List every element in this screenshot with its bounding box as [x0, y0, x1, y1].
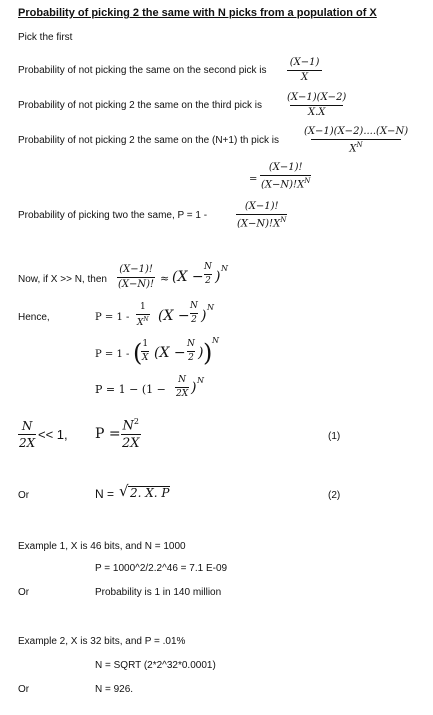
hence-lhs: P = 1 - [95, 312, 130, 323]
approx-sign: ≈ [160, 272, 170, 285]
page-title: Probability of picking 2 the same with N picks from a population of X [18, 7, 377, 19]
sqrt-body: 2. X. P [130, 486, 170, 500]
denominator-exponent: N [143, 316, 149, 323]
denominator-base: (X−N)!X [237, 218, 281, 230]
text-picking-two: Probability of picking two the same, P = 1 - [18, 210, 208, 221]
denominator-base: X [349, 143, 357, 155]
numerator: (X−1)! [268, 162, 303, 173]
numerator: N [178, 375, 186, 385]
fraction-n-over-2x [175, 376, 189, 399]
numerator: (X−1) [289, 57, 320, 68]
numerator-exponent: 2 [133, 417, 139, 426]
denominator: X.X [290, 105, 343, 118]
fraction-condition [18, 420, 36, 449]
denominator [236, 214, 287, 229]
denominator: (X−N)! [118, 279, 155, 290]
text-n1-pick: Probability of not picking 2 the same on the (N+1) th pick is [18, 135, 279, 146]
denominator-base: (X−N)!X [261, 179, 305, 191]
numerator: N [187, 339, 195, 349]
numerator: (X−1)(X−2) [287, 92, 347, 103]
fraction-picking-two [236, 202, 287, 229]
text-hence: Hence, [18, 312, 50, 323]
hence3-lhs: P = 1 − (1 − [95, 383, 166, 396]
denominator-base: X [137, 318, 144, 328]
numerator: N [190, 301, 198, 311]
text-or: Or [18, 490, 30, 501]
much-less-than-one: << 1, [38, 427, 68, 442]
denominator-exponent: N [356, 141, 363, 149]
n-equals: N = [95, 487, 115, 501]
hence2-big-open-paren: ( [133, 339, 143, 367]
equals-sign: = [249, 174, 258, 185]
text-pick-first: Pick the first [18, 32, 73, 43]
approx-rhs-close: ) [215, 269, 221, 285]
fraction-one-over-xn [136, 303, 150, 328]
equation-number-1: (1) [328, 431, 341, 442]
text-example-1-prob: Probability is 1 in 140 million [95, 587, 222, 598]
fraction-one-over-x [141, 340, 149, 363]
numerator: (X−1)! [119, 264, 153, 275]
fraction-n-over-2 [186, 340, 196, 363]
denominator [311, 139, 400, 154]
denominator: X [142, 353, 149, 363]
denominator [136, 314, 150, 328]
text-second-pick: Probability of not picking the same on the second pick is [18, 65, 267, 76]
text-example-1-calc: P = 1000^2/2.2^46 = 7.1 E-09 [95, 563, 228, 574]
approx-rhs-exponent: N [221, 264, 228, 273]
denominator: 2 [191, 315, 197, 325]
fraction-third-pick [286, 93, 347, 118]
text-or: Or [18, 587, 30, 598]
numerator [122, 418, 140, 434]
numerator: (X−1)(X−2)....(X−N) [304, 126, 409, 137]
text-third-pick: Probability of not picking 2 the same on the third pick is [18, 100, 263, 111]
equation-number-2: (2) [328, 490, 341, 501]
denominator: 2X [19, 436, 36, 450]
numerator: 1 [142, 339, 149, 349]
text-example-2-result: N = 926. [95, 684, 134, 695]
hence-rhs-exponent: N [207, 303, 214, 312]
numerator: N [204, 262, 212, 272]
text-example-2-calc: N = SQRT (2*2^32*0.0001) [95, 660, 216, 671]
hence-rhs-close: ) [201, 308, 207, 324]
hence2-exponent: N [212, 336, 219, 345]
fraction-second-pick [287, 58, 322, 83]
fraction-factorial-form [260, 163, 311, 190]
text-or: Or [18, 684, 30, 695]
approx-rhs-open: (X − [172, 269, 204, 285]
text-example-1: Example 1, X is 46 bits, and N = 1000 [18, 541, 186, 552]
hence3-exponent: N [197, 376, 204, 385]
numerator: N [21, 419, 33, 433]
denominator: 2 [205, 276, 211, 286]
fraction-p-result [121, 418, 141, 450]
text-now-if: Now, if X >> N, then [18, 274, 107, 285]
fraction-n-over-2 [203, 263, 213, 286]
denominator: 2X [176, 389, 189, 399]
denominator: 2 [188, 353, 194, 363]
denominator: X [287, 70, 322, 83]
denominator: 2X [122, 436, 140, 452]
p-equals: P = [95, 426, 121, 442]
fraction-n-over-2 [189, 302, 199, 325]
hence2-lhs: P = 1 - [95, 349, 130, 360]
hence3-close: ) [191, 380, 197, 396]
fraction-approx-lhs [117, 265, 155, 290]
fraction-n1-pick [303, 127, 409, 154]
text-example-2: Example 2, X is 32 bits, and P = .01% [18, 636, 186, 647]
denominator-exponent: N [280, 216, 287, 224]
hence2-big-close-paren: ) [203, 339, 213, 367]
hence-rhs-open: (X − [158, 308, 190, 324]
numerator: (X−1)! [244, 201, 279, 212]
hence2-inner-close: ) [198, 345, 204, 361]
sqrt-icon: √ [119, 482, 129, 500]
hence2-inner-open: (X − [154, 345, 186, 361]
numerator-base: N [122, 418, 134, 434]
denominator-exponent: N [304, 177, 311, 185]
denominator [260, 175, 311, 190]
numerator: 1 [139, 302, 146, 312]
